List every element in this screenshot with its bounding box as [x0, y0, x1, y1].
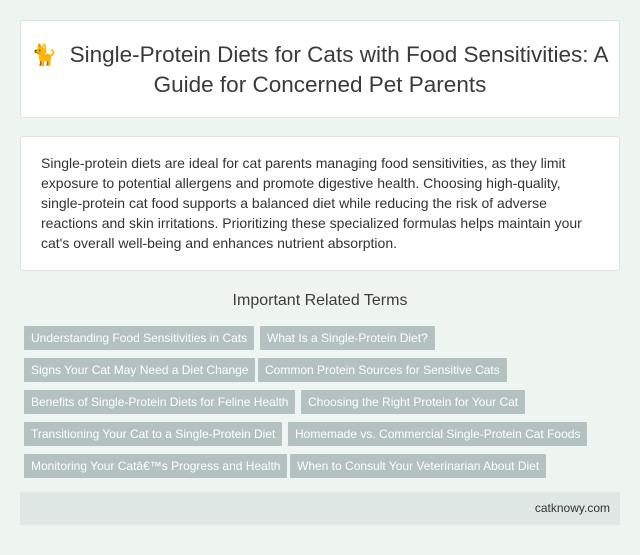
cat-icon: 🐈 [31, 43, 58, 67]
related-term-tag[interactable]: Benefits of Single-Protein Diets for Feline Health [24, 390, 295, 414]
page-title-text: Single-Protein Diets for Cats with Food Sensitivities: A Guide for Concerned Pet Parents [69, 41, 609, 97]
related-term-tag[interactable]: Signs Your Cat May Need a Diet Change [24, 358, 255, 382]
summary-card [20, 136, 620, 271]
related-term-tag[interactable]: What Is a Single-Protein Diet? [260, 326, 435, 350]
related-term-tag[interactable]: Monitoring Your Catâ€™s Progress and Health [24, 454, 287, 478]
related-term-tag[interactable]: Understanding Food Sensitivities in Cats [24, 326, 254, 350]
related-term-tag[interactable]: Choosing the Right Protein for Your Cat [301, 390, 525, 414]
related-term-tag[interactable]: Common Protein Sources for Sensitive Cats [258, 358, 507, 382]
title-card [20, 20, 620, 118]
related-term-tag[interactable]: Transitioning Your Cat to a Single-Protein Diet [24, 422, 282, 446]
related-term-tag[interactable]: Homemade vs. Commercial Single-Protein Cat Foods [288, 422, 587, 446]
page-title [21, 40, 619, 99]
related-term-tag[interactable]: When to Consult Your Veterinarian About Diet [290, 454, 546, 478]
footer [20, 492, 620, 525]
summary-text: Single-protein diets are ideal for cat parents managing food sensitivities, as they limit exposure to potential allergens and promote digestive health. Choosing high-quality, single-protein cat food supports a balanced diet while reducing the risk of adverse reactions and skin irritations. Prioritizing these specialized formulas helps maintain your cat's overall well-being and enhances nutrient absorption. [41, 155, 582, 251]
footer-site-link[interactable]: catknowy.com [534, 501, 610, 515]
related-terms-heading: Important Related Terms [232, 292, 408, 309]
